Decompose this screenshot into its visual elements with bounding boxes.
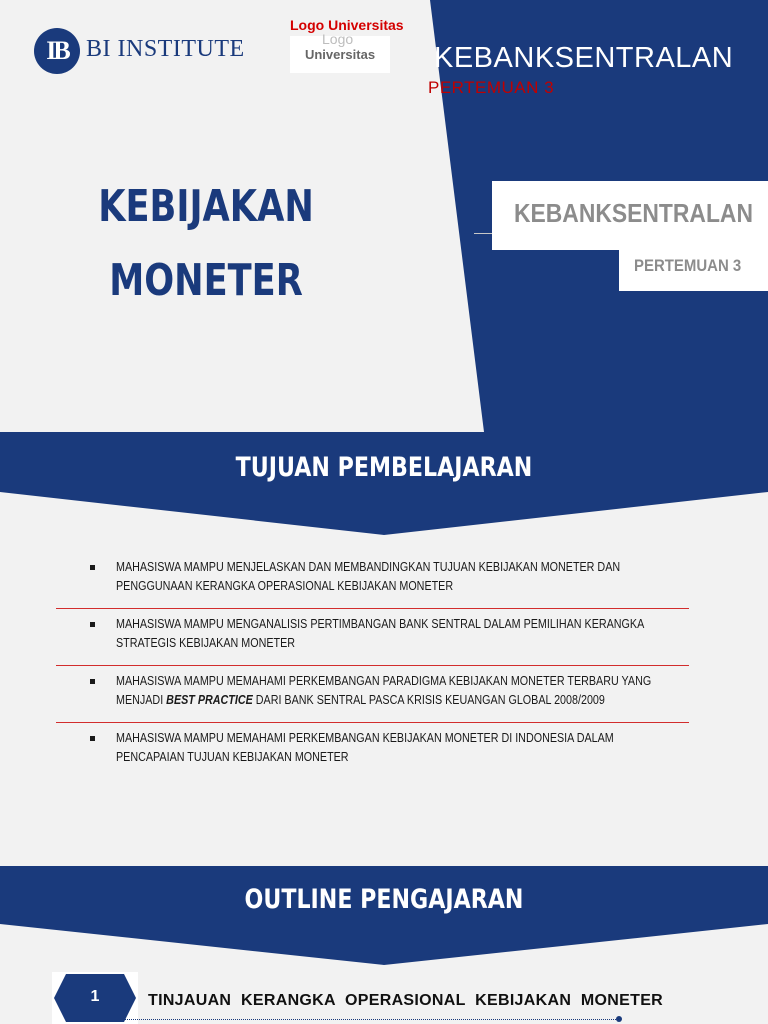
- objective-text: MAHASISWA MAMPU MEMAHAMI PERKEMBANGAN PARADIGMA KEBIJAKAN MONETER TERBARU YANG MENJADI BEST PRACTICE DARI BANK SENTRAL PASCA KRISIS KEUANGAN GLOBAL 2008/2009: [116, 674, 652, 707]
- learning-objectives-slide: [0, 432, 768, 866]
- outline-slide: [0, 866, 768, 1024]
- outline-item-label: TINJAUAN KERANGKA OPERASIONAL KEBIJAKAN MONETER: [148, 992, 664, 1009]
- objective-text: MAHASISWA MAMPU MENJELASKAN DAN MEMBANDINGKAN TUJUAN KEBIJAKAN MONETER DAN PENGGUNAAN KERANGKA OPERASIONAL KEBIJAKAN MONETER: [116, 560, 621, 593]
- divider-line: [474, 233, 494, 234]
- bullet-icon: [90, 736, 95, 741]
- meeting-subtitle: PERTEMUAN 3: [428, 78, 555, 97]
- objectives-title: TUJUAN PEMBELAJARAN: [235, 452, 533, 483]
- main-title-line-1: KEBIJAKAN: [98, 181, 314, 232]
- outline-title: OUTLINE PENGAJARAN: [244, 884, 524, 915]
- university-logo-label: Universitas: [304, 47, 376, 62]
- bullet-icon: [90, 679, 95, 684]
- connector-end-dot-icon: [616, 1016, 622, 1022]
- dotted-connector-line: [120, 1019, 620, 1020]
- outline-item-number: 1: [90, 988, 100, 1005]
- meeting-box: [619, 250, 768, 291]
- objective-item-4: [56, 723, 689, 779]
- objective-text: MAHASISWA MAMPU MENGANALISIS PERTIMBANGAN BANK SENTRAL DALAM PEMILIHAN KERANGKA STRATEGIS KEBIJAKAN MONETER: [116, 617, 644, 650]
- bullet-icon: [90, 622, 95, 627]
- outline-banner: [0, 866, 768, 966]
- title-slide: [0, 0, 768, 432]
- slide-main-title: [72, 170, 340, 318]
- university-logo-caption: Logo Universitas: [290, 17, 404, 33]
- university-logo-ghost-text: Logo: [322, 31, 354, 47]
- course-title-box-text: KEBANKSENTRALAN: [514, 198, 753, 228]
- university-logo-placeholder: [290, 31, 390, 73]
- objective-item-2: [56, 609, 689, 666]
- emphasis-text: BEST PRACTICE: [166, 693, 253, 707]
- objective-item-1: [56, 552, 689, 609]
- objective-item-3: [56, 666, 689, 723]
- objectives-list: [56, 552, 689, 779]
- bullet-icon: [90, 565, 95, 570]
- meeting-box-text: PERTEMUAN 3: [634, 256, 742, 275]
- course-title: KEBANKSENTRALAN: [434, 42, 734, 74]
- objective-text: MAHASISWA MAMPU MEMAHAMI PERKEMBANGAN KEBIJAKAN MONETER DI INDONESIA DALAM PENCAPAIAN TUJUAN KEBIJAKAN MONETER: [116, 731, 614, 764]
- bi-logo-icon: IB: [34, 28, 80, 74]
- objectives-banner: [0, 432, 768, 536]
- course-title-box: [492, 181, 768, 250]
- main-title-line-2: MONETER: [109, 255, 303, 306]
- bi-institute-logo-text: BI INSTITUTE: [86, 36, 245, 62]
